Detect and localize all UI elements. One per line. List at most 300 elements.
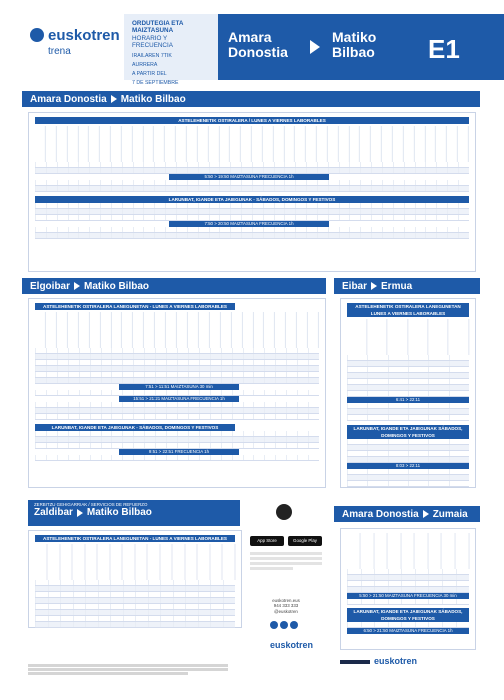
time-cell (458, 186, 469, 191)
arrow-right-icon (111, 95, 117, 103)
time-cell (111, 227, 122, 232)
time-cell (286, 437, 297, 442)
time-cell (98, 604, 111, 609)
time-cell (317, 233, 328, 238)
station-name (442, 533, 456, 569)
time-cell (90, 414, 101, 419)
time-cell (210, 366, 221, 371)
time-cell (361, 622, 375, 627)
station-header (347, 533, 469, 569)
header-dest: Matiko Bilbao (332, 29, 377, 60)
time-cell (98, 598, 111, 603)
time-cell (198, 215, 209, 220)
time-cell (232, 431, 243, 436)
time-cell (415, 581, 429, 586)
time-cell (388, 469, 408, 474)
time-cell (219, 162, 230, 167)
time-cell (347, 355, 367, 360)
time-cell (98, 586, 111, 591)
time-cell (286, 348, 297, 353)
time-cell (415, 168, 426, 173)
time-cell (458, 215, 469, 220)
time-cell (449, 373, 469, 378)
time-cell (243, 414, 254, 419)
time-cell (264, 408, 275, 413)
time-cell (297, 431, 308, 436)
time-cell (89, 203, 100, 208)
time-cell (297, 348, 308, 353)
time-cell (241, 168, 252, 173)
time-cell (155, 402, 166, 407)
time-cell (57, 408, 68, 413)
time-cell (230, 227, 241, 232)
footer-brand: euskotren (270, 640, 314, 650)
time-cell (187, 186, 198, 191)
time-cell (230, 209, 241, 214)
time-cell (286, 414, 297, 419)
time-cell (155, 372, 166, 377)
time-cell (382, 209, 393, 214)
time-cell (286, 431, 297, 436)
time-cell (122, 180, 133, 185)
time-cell (68, 378, 79, 383)
time-cell (458, 180, 469, 185)
time-cell (85, 604, 98, 609)
time-cell (219, 168, 230, 173)
time-cell (243, 443, 254, 448)
time-cell (187, 227, 198, 232)
time-cell (73, 604, 86, 609)
time-cell (347, 581, 361, 586)
time-cell (198, 610, 211, 615)
time-cell (133, 203, 144, 208)
time-cell (221, 408, 232, 413)
time-cell (57, 455, 68, 460)
time-cell (35, 233, 46, 238)
time-cell (78, 215, 89, 220)
time-cell (160, 610, 173, 615)
time-cell (73, 580, 86, 585)
time-cell (148, 610, 161, 615)
time-cell (155, 360, 166, 365)
time-cell (263, 162, 274, 167)
time-cell (284, 186, 295, 191)
time-cell (456, 599, 470, 604)
time-cell (89, 227, 100, 232)
time-cell (219, 209, 230, 214)
time-cell (35, 186, 46, 191)
station-name (85, 544, 98, 580)
time-cell (173, 610, 186, 615)
time-cell (133, 215, 144, 220)
table-row (35, 233, 469, 239)
time-cell (253, 360, 264, 365)
time-cell (46, 408, 57, 413)
time-cell (111, 431, 122, 436)
contact-web[interactable]: euskotren.eus (272, 598, 300, 603)
time-cell (185, 598, 198, 603)
arrow-right-icon (423, 510, 429, 518)
time-cell (221, 372, 232, 377)
time-cell (253, 372, 264, 377)
time-cell (90, 437, 101, 442)
time-cell (35, 215, 46, 220)
time-cell (436, 162, 447, 167)
time-cell (154, 168, 165, 173)
brand-sub: trena (48, 46, 71, 57)
station-name (35, 312, 46, 348)
time-cell (367, 409, 387, 414)
time-cell (111, 162, 122, 167)
time-cell (374, 599, 388, 604)
time-cell (210, 402, 221, 407)
station-name (328, 126, 339, 162)
time-cell (284, 180, 295, 185)
time-cell (243, 431, 254, 436)
contact-social[interactable]: @euskotren (274, 608, 298, 614)
time-cell (425, 162, 436, 167)
time-cell (209, 186, 220, 191)
time-cell (275, 414, 286, 419)
time-cell (243, 378, 254, 383)
station-name (274, 126, 285, 162)
station-name (284, 126, 295, 162)
time-cell (339, 233, 350, 238)
time-cell (46, 203, 57, 208)
time-cell (85, 586, 98, 591)
time-cell (165, 227, 176, 232)
time-cell (360, 203, 371, 208)
time-cell (428, 445, 448, 450)
station-name (209, 126, 220, 162)
time-cell (35, 616, 48, 621)
time-cell (68, 455, 79, 460)
time-cell (148, 598, 161, 603)
time-cell (48, 598, 61, 603)
time-cell (122, 348, 133, 353)
time-cell (263, 227, 274, 232)
time-cell (73, 598, 86, 603)
time-cell (347, 475, 367, 480)
time-cell (198, 616, 211, 621)
station-name (111, 126, 122, 162)
time-cell (148, 616, 161, 621)
time-cell (198, 586, 211, 591)
time-cell (35, 598, 48, 603)
time-cell (347, 415, 367, 420)
facebook-icon[interactable] (270, 621, 278, 629)
time-cell (428, 373, 448, 378)
time-cell (85, 622, 98, 627)
time-cell (253, 437, 264, 442)
time-cell (306, 227, 317, 232)
time-cell (449, 391, 469, 396)
time-cell (221, 443, 232, 448)
time-cell (367, 439, 387, 444)
time-cell (122, 233, 133, 238)
time-cell (144, 378, 155, 383)
table-title: LARUNBAT, IGANDE ETA JAIEGUNAK SÁBADOS, DOMINGOS Y FESTIVOS (347, 425, 469, 439)
time-cell (90, 348, 101, 353)
time-cell (347, 569, 361, 574)
time-cell (46, 378, 57, 383)
time-cell (374, 622, 388, 627)
time-cell (286, 378, 297, 383)
time-cell (442, 581, 456, 586)
time-cell (176, 215, 187, 220)
time-cell (144, 443, 155, 448)
time-cell (243, 408, 254, 413)
time-cell (111, 443, 122, 448)
time-cell (144, 414, 155, 419)
time-cell (308, 455, 319, 460)
table-title: ASTELEHENETIK OSTIRALERA LANEGUNETAN LUNES A VIERNES LABORABLES (347, 303, 469, 317)
google-play-button[interactable]: Google Play (288, 536, 322, 546)
time-cell (177, 431, 188, 436)
time-cell (210, 592, 223, 597)
time-cell (436, 227, 447, 232)
time-cell (100, 215, 111, 220)
time-cell (347, 439, 367, 444)
time-cell (122, 209, 133, 214)
logo-icon (30, 28, 44, 42)
time-cell (415, 569, 429, 574)
app-store-button[interactable]: App Store (250, 536, 284, 546)
time-cell (275, 437, 286, 442)
station-header (347, 319, 469, 355)
time-cell (415, 599, 429, 604)
time-cell (449, 457, 469, 462)
time-cell (274, 215, 285, 220)
time-cell (90, 443, 101, 448)
time-cell (111, 186, 122, 191)
time-cell (133, 360, 144, 365)
instagram-icon[interactable] (290, 621, 298, 629)
time-cell (388, 385, 408, 390)
table-body (35, 162, 469, 174)
time-cell (209, 203, 220, 208)
station-name (57, 312, 68, 348)
time-cell (456, 581, 470, 586)
time-cell (111, 437, 122, 442)
time-cell (210, 604, 223, 609)
station-name (187, 126, 198, 162)
time-cell (264, 360, 275, 365)
time-cell (253, 431, 264, 436)
station-name (148, 544, 161, 580)
time-cell (252, 209, 263, 214)
social-icons (270, 616, 300, 634)
time-cell (98, 580, 111, 585)
time-cell (57, 437, 68, 442)
time-cell (243, 360, 254, 365)
time-cell (263, 168, 274, 173)
station-name (456, 533, 470, 569)
time-cell (221, 360, 232, 365)
time-cell (188, 360, 199, 365)
time-cell (166, 360, 177, 365)
time-cell (401, 587, 415, 592)
time-cell (230, 168, 241, 173)
station-name (173, 544, 186, 580)
time-cell (144, 390, 155, 395)
time-cell (198, 598, 211, 603)
station-name (122, 312, 133, 348)
time-cell (449, 403, 469, 408)
time-cell (122, 408, 133, 413)
time-cell (317, 209, 328, 214)
station-name (415, 126, 426, 162)
time-cell (297, 402, 308, 407)
station-name (230, 126, 241, 162)
time-cell (122, 168, 133, 173)
time-cell (188, 443, 199, 448)
time-cell (308, 378, 319, 383)
time-cell (48, 586, 61, 591)
time-cell (35, 586, 48, 591)
time-cell (176, 162, 187, 167)
time-cell (428, 481, 448, 486)
time-cell (264, 437, 275, 442)
time-cell (166, 443, 177, 448)
time-cell (173, 580, 186, 585)
time-cell (449, 451, 469, 456)
time-cell (101, 455, 112, 460)
time-cell (48, 610, 61, 615)
time-cell (349, 203, 360, 208)
time-cell (78, 186, 89, 191)
time-cell (264, 378, 275, 383)
time-cell (408, 469, 428, 474)
time-cell (428, 403, 448, 408)
time-cell (46, 215, 57, 220)
time-cell (232, 443, 243, 448)
time-cell (408, 415, 428, 420)
station-name (253, 312, 264, 348)
time-cell (449, 409, 469, 414)
station-name (317, 126, 328, 162)
time-cell (221, 437, 232, 442)
time-cell (166, 390, 177, 395)
time-cell (177, 414, 188, 419)
time-cell (209, 180, 220, 185)
time-cell (155, 348, 166, 353)
time-cell (230, 203, 241, 208)
time-cell (263, 215, 274, 220)
time-cell (154, 180, 165, 185)
time-cell (35, 180, 46, 185)
time-cell (185, 610, 198, 615)
time-cell (35, 414, 46, 419)
table-body (347, 569, 469, 593)
station-name (133, 126, 144, 162)
timetable-elgoibar (28, 298, 326, 488)
time-cell (286, 372, 297, 377)
time-cell (295, 209, 306, 214)
time-cell (317, 162, 328, 167)
time-cell (133, 408, 144, 413)
table-row (347, 599, 469, 605)
station-name (349, 126, 360, 162)
time-cell (388, 439, 408, 444)
time-cell (48, 580, 61, 585)
time-cell (35, 455, 46, 460)
time-cell (210, 610, 223, 615)
time-cell (275, 372, 286, 377)
footer-strip (340, 660, 370, 664)
station-name (232, 312, 243, 348)
time-cell (35, 604, 48, 609)
time-cell (154, 186, 165, 191)
time-cell (154, 215, 165, 220)
time-cell (241, 186, 252, 191)
time-cell (367, 391, 387, 396)
time-cell (264, 366, 275, 371)
time-cell (89, 186, 100, 191)
time-cell (111, 180, 122, 185)
time-cell (458, 203, 469, 208)
station-name (415, 533, 429, 569)
twitter-icon[interactable] (280, 621, 288, 629)
time-cell (428, 457, 448, 462)
time-cell (284, 209, 295, 214)
time-cell (110, 598, 123, 603)
time-cell (166, 372, 177, 377)
time-cell (308, 366, 319, 371)
time-cell (367, 355, 387, 360)
time-cell (160, 598, 173, 603)
time-cell (274, 233, 285, 238)
time-cell (110, 580, 123, 585)
time-cell (100, 180, 111, 185)
time-cell (89, 162, 100, 167)
time-cell (79, 431, 90, 436)
time-cell (347, 367, 367, 372)
time-cell (442, 569, 456, 574)
time-cell (199, 402, 210, 407)
time-cell (232, 378, 243, 383)
time-cell (123, 622, 136, 627)
time-cell (155, 390, 166, 395)
section-zaldibar: ZERBITZU GEHIGARRIAK / SERVICIOS DE REFUERZO Zaldibar Matiko Bilbao (28, 500, 240, 526)
time-cell (133, 372, 144, 377)
time-cell (209, 162, 220, 167)
time-cell (111, 215, 122, 220)
station-name (73, 544, 86, 580)
time-cell (232, 372, 243, 377)
time-cell (401, 581, 415, 586)
time-cell (328, 162, 339, 167)
time-cell (401, 622, 415, 627)
time-cell (428, 409, 448, 414)
time-cell (297, 408, 308, 413)
time-cell (428, 385, 448, 390)
time-cell (46, 443, 57, 448)
time-cell (339, 180, 350, 185)
time-cell (46, 360, 57, 365)
time-cell (252, 186, 263, 191)
time-cell (241, 233, 252, 238)
station-name (408, 319, 428, 355)
time-cell (388, 599, 402, 604)
time-cell (447, 215, 458, 220)
time-cell (297, 372, 308, 377)
time-cell (98, 622, 111, 627)
time-cell (388, 373, 408, 378)
time-cell (78, 203, 89, 208)
time-cell (101, 402, 112, 407)
time-cell (219, 203, 230, 208)
